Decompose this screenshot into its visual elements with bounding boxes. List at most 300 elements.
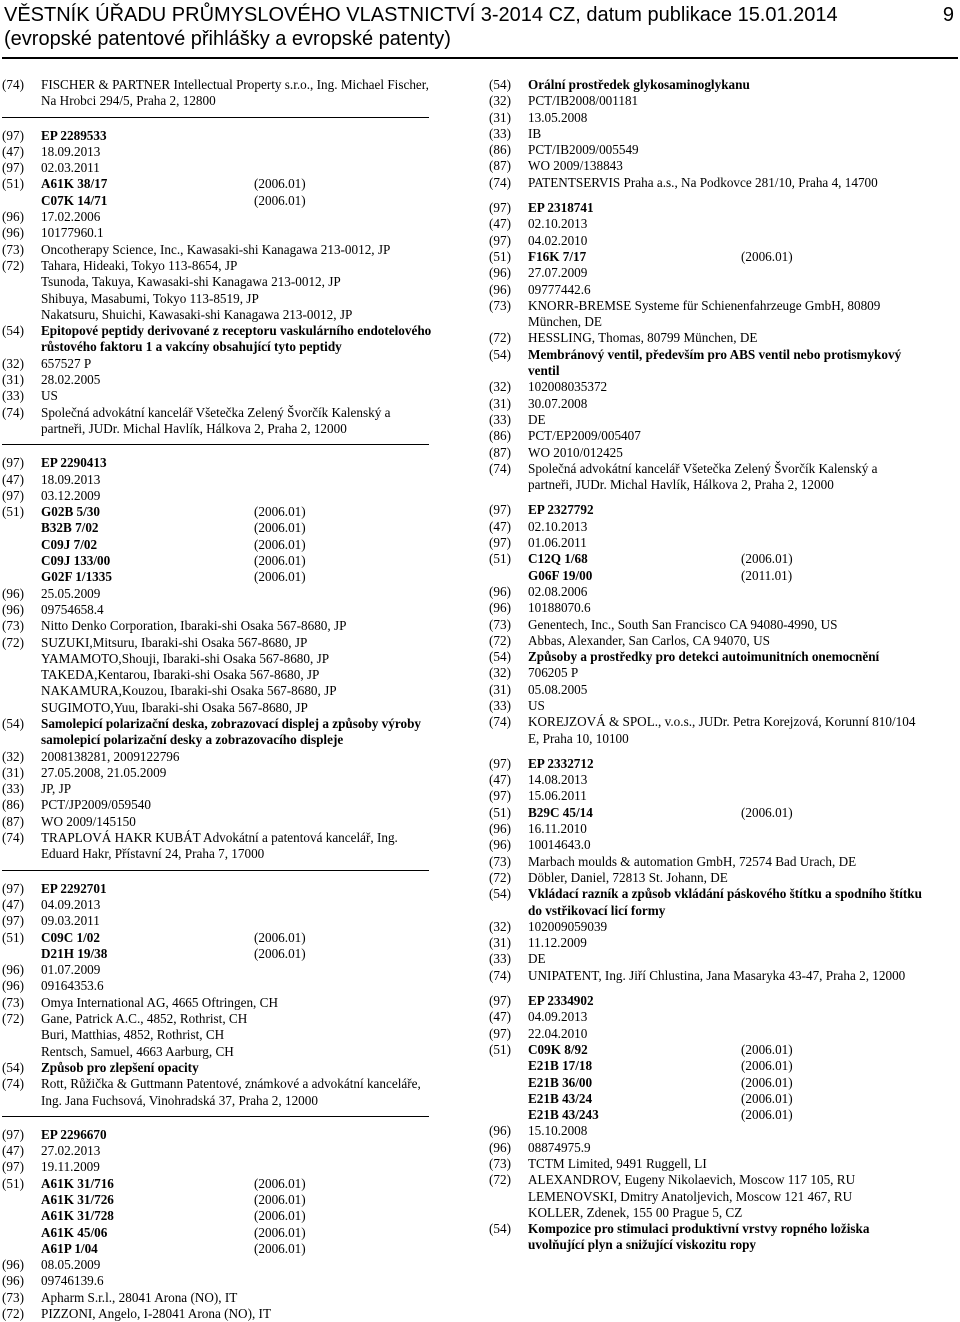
inid-code: (96) bbox=[489, 600, 511, 616]
text-line: KNORR-BREMSE Systeme für Schienenfahrzeuge GmbH, 80809 bbox=[528, 297, 881, 313]
patent-title bbox=[528, 886, 955, 919]
field-row bbox=[2, 144, 467, 160]
inid-code: (32) bbox=[2, 748, 24, 764]
ipc-version: (2006.01) bbox=[741, 551, 793, 567]
field-row bbox=[2, 995, 467, 1011]
inid-code: (72) bbox=[2, 257, 24, 273]
inid-code: (96) bbox=[489, 281, 511, 297]
inid-code: (97) bbox=[489, 502, 511, 518]
text-line: KOLLER, Zdenek, 155 00 Prague 5, CZ bbox=[528, 1204, 743, 1220]
inid-code: (51) bbox=[489, 248, 511, 264]
field-row bbox=[489, 1221, 955, 1254]
field-value: 28.02.2005 bbox=[41, 372, 101, 388]
field-row bbox=[489, 1156, 955, 1172]
patent-number: EP 2290413 bbox=[41, 455, 107, 471]
field-value: 09754658.4 bbox=[41, 601, 104, 617]
inid-code: (51) bbox=[489, 551, 511, 567]
field-value: Genentech, Inc., South San Francisco CA 94080-4990, US bbox=[528, 616, 838, 632]
field-value bbox=[528, 461, 955, 494]
text-line: partneři, JUDr. Michal Havlík, Hálkova 2, Praha 2, 12000 bbox=[41, 420, 347, 436]
patent-title bbox=[41, 716, 467, 749]
field-row bbox=[2, 372, 467, 388]
text-line: Společná advokátní kancelář Všetečka Zelený Švorčík Kalenský a bbox=[528, 460, 878, 476]
field-row bbox=[489, 756, 955, 772]
inid-code: (97) bbox=[489, 1025, 511, 1041]
ipc-class: F16K 7/17 bbox=[528, 248, 587, 264]
ipc-class: C09C 1/02 bbox=[41, 929, 100, 945]
ipc-class: E21B 36/00 bbox=[528, 1074, 593, 1090]
field-row bbox=[2, 569, 467, 585]
page-number: 9 bbox=[942, 4, 954, 26]
patent-title bbox=[528, 347, 955, 380]
field-row bbox=[489, 379, 955, 395]
inid-code: (47) bbox=[489, 216, 511, 232]
field-value: 10014643.0 bbox=[528, 837, 591, 853]
text-line: Na Hrobci 294/5, Praha 2, 12800 bbox=[41, 93, 216, 109]
field-row bbox=[2, 1225, 467, 1241]
inid-code: (96) bbox=[489, 837, 511, 853]
field-row bbox=[2, 1011, 467, 1060]
ipc-version: (2006.01) bbox=[741, 1074, 793, 1090]
patent-entry bbox=[489, 993, 955, 1254]
field-value: TCTM Limited, 9491 Ruggell, LI bbox=[528, 1156, 707, 1171]
field-value bbox=[41, 176, 467, 192]
field-value bbox=[528, 551, 955, 567]
inid-code: (47) bbox=[489, 772, 511, 788]
inid-code: (54) bbox=[489, 649, 511, 665]
field-row bbox=[2, 405, 467, 438]
field-value: HESSLING, Thomas, 80799 München, DE bbox=[528, 330, 758, 346]
field-value: Apharm S.r.l., 28041 Arona (NO), IT bbox=[41, 1289, 238, 1305]
field-row bbox=[489, 968, 955, 984]
text-line: TAKEDA,Kentarou, Ibaraki-shi Osaka 567-8680, JP bbox=[41, 667, 320, 683]
field-value: 22.04.2010 bbox=[528, 1025, 588, 1041]
inid-code: (54) bbox=[489, 1221, 511, 1237]
text-line: ALEXANDROV, Eugeny Nikolaevich, Moscow 117 105, RU bbox=[528, 1172, 856, 1188]
field-row bbox=[489, 1026, 955, 1042]
field-row bbox=[489, 519, 955, 535]
inid-code: (74) bbox=[489, 967, 511, 983]
field-value bbox=[41, 77, 467, 110]
field-value bbox=[528, 568, 955, 584]
field-row bbox=[489, 1123, 955, 1139]
inid-code: (74) bbox=[489, 460, 511, 476]
inid-code: (72) bbox=[2, 1306, 24, 1322]
field-row bbox=[489, 77, 955, 93]
field-value: 10177960.1 bbox=[41, 225, 104, 241]
ipc-version: (2006.01) bbox=[741, 1041, 793, 1057]
patent-entry bbox=[2, 881, 467, 1109]
field-value: US bbox=[41, 388, 58, 404]
inid-code: (33) bbox=[489, 697, 511, 713]
inid-code: (97) bbox=[489, 200, 511, 216]
ipc-version: (2006.01) bbox=[254, 1240, 306, 1256]
field-value: DE bbox=[528, 951, 546, 967]
patent-title: Způsoby a prostředky pro detekci autoimunitních onemocnění bbox=[528, 649, 880, 665]
field-value bbox=[41, 258, 467, 323]
field-row bbox=[2, 388, 467, 404]
entry-separator bbox=[2, 117, 429, 118]
inid-code: (97) bbox=[489, 232, 511, 248]
text-line: Shibuya, Masabumi, Tokyo 113-8519, JP bbox=[41, 290, 259, 306]
inid-code: (96) bbox=[2, 209, 24, 225]
inid-code: (74) bbox=[2, 404, 24, 420]
inid-code: (97) bbox=[489, 788, 511, 804]
ipc-class: C09J 7/02 bbox=[41, 536, 98, 552]
field-row bbox=[489, 330, 955, 346]
inid-code: (87) bbox=[489, 158, 511, 174]
inid-code: (32) bbox=[489, 93, 511, 109]
inid-code: (33) bbox=[489, 411, 511, 427]
field-row bbox=[489, 1107, 955, 1123]
text-line: partneři, JUDr. Michal Havlík, Hálkova 2, Praha 2, 12000 bbox=[528, 477, 834, 493]
field-value: PCT/JP2009/059540 bbox=[41, 797, 151, 813]
inid-code: (72) bbox=[489, 330, 511, 346]
inid-code: (97) bbox=[2, 127, 24, 143]
ipc-version: (2006.01) bbox=[254, 520, 306, 536]
field-value bbox=[41, 946, 467, 962]
field-row bbox=[489, 1091, 955, 1107]
inid-code: (47) bbox=[489, 1009, 511, 1025]
field-row bbox=[2, 1273, 467, 1289]
inid-code: (47) bbox=[489, 518, 511, 534]
ipc-version: (2006.01) bbox=[741, 1107, 793, 1123]
field-value: PCT/EP2009/005407 bbox=[528, 428, 641, 444]
field-row bbox=[489, 649, 955, 665]
field-row bbox=[489, 993, 955, 1009]
field-value: WO 2009/145150 bbox=[41, 813, 136, 829]
text-line: Rentsch, Samuel, 4663 Aarburg, CH bbox=[41, 1043, 234, 1059]
text-line: LEMENOVSKI, Dmitry Anatoljevich, Moscow 121 467, RU bbox=[528, 1188, 853, 1204]
field-value: PCT/IB2009/005549 bbox=[528, 142, 639, 158]
ipc-version: (2006.01) bbox=[254, 176, 306, 192]
ipc-version: (2006.01) bbox=[254, 504, 306, 520]
patent-number: EP 2327792 bbox=[528, 502, 594, 518]
ipc-version: (2006.01) bbox=[254, 553, 306, 569]
field-row bbox=[489, 216, 955, 232]
field-value: PIZZONI, Angelo, I-28041 Arona (NO), IT bbox=[41, 1306, 272, 1322]
inid-code: (32) bbox=[489, 379, 511, 395]
text-line: růstového faktoru 1 a vakcíny obsahující tyto peptidy bbox=[41, 339, 342, 355]
inid-code: (31) bbox=[2, 372, 24, 388]
field-row bbox=[489, 93, 955, 109]
field-row bbox=[2, 602, 467, 618]
text-line: Tsunoda, Takuya, Kawasaki-shi Kanagawa 213-0012, JP bbox=[41, 274, 341, 290]
field-row bbox=[489, 200, 955, 216]
field-row bbox=[2, 356, 467, 372]
field-value bbox=[41, 1225, 467, 1241]
field-row bbox=[489, 396, 955, 412]
field-value bbox=[41, 193, 467, 209]
field-value: Döbler, Daniel, 72813 St. Johann, DE bbox=[528, 869, 728, 885]
inid-code: (97) bbox=[489, 993, 511, 1009]
inid-code: (96) bbox=[2, 978, 24, 994]
field-row bbox=[2, 176, 467, 192]
field-value: 05.08.2005 bbox=[528, 681, 588, 697]
inid-code: (33) bbox=[489, 951, 511, 967]
field-row bbox=[2, 1076, 467, 1109]
field-row bbox=[489, 772, 955, 788]
field-row bbox=[2, 209, 467, 225]
inid-code: (96) bbox=[2, 1257, 24, 1273]
field-row bbox=[489, 158, 955, 174]
inid-code: (73) bbox=[489, 1156, 511, 1171]
inid-code: (97) bbox=[2, 913, 24, 929]
ipc-class: A61K 31/728 bbox=[41, 1208, 114, 1224]
field-value: PATENTSERVIS Praha a.s., Na Podkovce 281/10, Praha 4, 14700 bbox=[528, 174, 878, 190]
ipc-version: (2006.01) bbox=[254, 945, 306, 961]
field-row bbox=[2, 881, 467, 897]
field-value bbox=[41, 405, 467, 438]
field-value: 01.06.2011 bbox=[528, 535, 587, 551]
inid-code: (54) bbox=[489, 886, 511, 902]
field-row bbox=[2, 765, 467, 781]
inid-code: (96) bbox=[2, 962, 24, 978]
ipc-class: D21H 19/38 bbox=[41, 945, 108, 961]
ipc-version: (2006.01) bbox=[254, 192, 306, 208]
text-line: Gane, Patrick A.C., 4852, Rothrist, CH bbox=[41, 1011, 248, 1027]
field-value: 25.05.2009 bbox=[41, 585, 101, 601]
ipc-version: (2006.01) bbox=[741, 1058, 793, 1074]
field-row bbox=[489, 1042, 955, 1058]
inid-code: (97) bbox=[2, 455, 24, 471]
field-row bbox=[2, 1143, 467, 1159]
ipc-version: (2006.01) bbox=[254, 1192, 306, 1207]
inid-code: (74) bbox=[489, 714, 511, 730]
field-row bbox=[2, 913, 467, 929]
left-column bbox=[2, 77, 467, 1322]
patent-number: EP 2332712 bbox=[528, 755, 594, 771]
inid-code: (51) bbox=[489, 1041, 511, 1057]
field-row bbox=[489, 461, 955, 494]
field-value bbox=[41, 504, 467, 520]
field-row bbox=[2, 1290, 467, 1306]
ipc-version: (2006.01) bbox=[254, 1224, 306, 1240]
inid-code: (97) bbox=[2, 487, 24, 503]
text-line: FISCHER & PARTNER Intellectual Property s.r.o., Ing. Michael Fischer, bbox=[41, 77, 429, 92]
text-line: Samolepicí polarizační deska, zobrazovací displej a způsoby výroby bbox=[41, 715, 422, 731]
field-row bbox=[2, 635, 467, 716]
patent-title: Způsob pro zlepšení opacity bbox=[41, 1059, 199, 1075]
ipc-class: C07K 14/71 bbox=[41, 192, 108, 208]
field-row bbox=[489, 1058, 955, 1074]
field-row bbox=[489, 600, 955, 616]
field-row bbox=[489, 788, 955, 804]
patent-number: EP 2318741 bbox=[528, 200, 594, 216]
ipc-class: A61K 31/726 bbox=[41, 1192, 114, 1207]
inid-code: (97) bbox=[489, 535, 511, 551]
field-row bbox=[489, 714, 955, 747]
text-line: Kompozice pro stimulaci produktivní vrstvy ropného ložiska bbox=[528, 1221, 870, 1237]
ipc-version: (2006.01) bbox=[254, 1175, 306, 1191]
inid-code: (33) bbox=[2, 781, 24, 797]
field-row bbox=[489, 428, 955, 444]
field-value bbox=[528, 1172, 955, 1221]
field-row bbox=[2, 193, 467, 209]
field-row bbox=[2, 1208, 467, 1224]
field-value bbox=[528, 1075, 955, 1091]
inid-code: (31) bbox=[489, 109, 511, 125]
ipc-class: G06F 19/00 bbox=[528, 567, 593, 583]
inid-code: (73) bbox=[489, 297, 511, 313]
field-row bbox=[2, 716, 467, 749]
field-value: 02.08.2006 bbox=[528, 583, 588, 599]
ipc-class: B29C 45/14 bbox=[528, 804, 593, 820]
inid-code: (74) bbox=[2, 1076, 24, 1092]
inid-code: (51) bbox=[2, 504, 24, 520]
inid-code: (97) bbox=[2, 160, 24, 176]
patent-title bbox=[41, 323, 467, 356]
patent-number: EP 2292701 bbox=[41, 880, 107, 896]
inid-code: (54) bbox=[2, 715, 24, 731]
field-value bbox=[41, 1208, 467, 1224]
field-value bbox=[41, 1241, 467, 1257]
field-row bbox=[489, 698, 955, 714]
ipc-version: (2006.01) bbox=[254, 1208, 306, 1224]
field-value: 08.05.2009 bbox=[41, 1257, 101, 1273]
inid-code: (96) bbox=[2, 225, 24, 241]
inid-code: (51) bbox=[489, 804, 511, 820]
field-value: WO 2009/138843 bbox=[528, 158, 623, 174]
inid-code: (73) bbox=[2, 1289, 24, 1305]
ipc-version: (2006.01) bbox=[741, 1090, 793, 1106]
text-line: München, DE bbox=[528, 314, 602, 330]
inid-code: (31) bbox=[489, 681, 511, 697]
field-value: Nitto Denko Corporation, Ibaraki-shi Osaka 567-8680, JP bbox=[41, 618, 347, 634]
inid-code: (54) bbox=[2, 1059, 24, 1075]
field-row bbox=[2, 946, 467, 962]
field-row bbox=[2, 962, 467, 978]
field-row bbox=[2, 537, 467, 553]
field-value: 09777442.6 bbox=[528, 281, 591, 297]
ipc-class: A61P 1/04 bbox=[41, 1240, 98, 1256]
field-value bbox=[41, 1176, 467, 1192]
field-value bbox=[528, 805, 955, 821]
patent-entry bbox=[2, 455, 467, 862]
field-row bbox=[489, 837, 955, 853]
field-row bbox=[489, 347, 955, 380]
text-line: Eduard Hakr, Přístavní 24, Praha 7, 17000 bbox=[41, 846, 265, 862]
field-row bbox=[489, 126, 955, 142]
ipc-version: (2006.01) bbox=[254, 929, 306, 945]
text-line: Nakatsuru, Shuichi, Kawasaki-shi Kanagawa 213-0012, JP bbox=[41, 306, 353, 322]
field-value: 04.02.2010 bbox=[528, 232, 588, 248]
ipc-class: C12Q 1/68 bbox=[528, 551, 588, 567]
inid-code: (96) bbox=[2, 1273, 24, 1289]
text-line: Rott, Růžička & Guttmann Patentové, známkové a advokátní kanceláře, bbox=[41, 1076, 421, 1092]
field-row bbox=[489, 854, 955, 870]
patent-entry bbox=[2, 77, 467, 110]
field-row bbox=[2, 472, 467, 488]
inid-code: (47) bbox=[2, 1143, 24, 1159]
field-row bbox=[489, 633, 955, 649]
field-row bbox=[489, 412, 955, 428]
field-row bbox=[2, 488, 467, 504]
inid-code: (96) bbox=[489, 1139, 511, 1155]
field-value bbox=[528, 1042, 955, 1058]
inid-code: (32) bbox=[2, 355, 24, 371]
field-value: 02.03.2011 bbox=[41, 160, 100, 176]
inid-code: (73) bbox=[2, 241, 24, 257]
inid-code: (31) bbox=[2, 764, 24, 780]
field-row bbox=[489, 617, 955, 633]
ipc-version: (2006.01) bbox=[741, 248, 793, 264]
field-row bbox=[2, 830, 467, 863]
field-value: 30.07.2008 bbox=[528, 395, 588, 411]
field-row bbox=[489, 584, 955, 600]
field-value: Omya International AG, 4665 Oftringen, CH bbox=[41, 994, 278, 1010]
patent-title: Orální prostředek glykosaminoglykanu bbox=[528, 77, 750, 92]
inid-code: (96) bbox=[489, 821, 511, 837]
field-value: 19.11.2009 bbox=[41, 1159, 100, 1175]
field-74 bbox=[2, 77, 467, 110]
ipc-class: A61K 38/17 bbox=[41, 176, 108, 192]
field-row bbox=[489, 445, 955, 461]
inid-code: (96) bbox=[489, 583, 511, 599]
inid-code: (97) bbox=[489, 755, 511, 771]
field-value: 14.08.2013 bbox=[528, 772, 588, 788]
text-line: SUZUKI,Mitsuru, Ibaraki-shi Osaka 567-8680, JP bbox=[41, 634, 308, 650]
entry-separator bbox=[2, 1116, 429, 1117]
field-row bbox=[489, 110, 955, 126]
field-value bbox=[41, 537, 467, 553]
field-value: DE bbox=[528, 411, 546, 427]
field-value: 27.05.2008, 21.05.2009 bbox=[41, 764, 167, 780]
field-row bbox=[2, 455, 467, 471]
field-value: 09164353.6 bbox=[41, 978, 104, 994]
field-row bbox=[489, 535, 955, 551]
inid-code: (73) bbox=[2, 994, 24, 1010]
patent-entry bbox=[489, 756, 955, 984]
field-row bbox=[489, 175, 955, 191]
inid-code: (54) bbox=[489, 346, 511, 362]
ipc-class: C09J 133/00 bbox=[41, 553, 111, 569]
patent-entry bbox=[2, 128, 467, 438]
inid-code: (74) bbox=[2, 77, 24, 92]
field-value: UNIPATENT, Ing. Jiří Chlustina, Jana Masaryka 43-47, Praha 2, 12000 bbox=[528, 967, 906, 983]
field-row bbox=[2, 1159, 467, 1175]
field-value: 17.02.2006 bbox=[41, 209, 101, 225]
field-value bbox=[41, 520, 467, 536]
field-row bbox=[2, 1241, 467, 1257]
field-value bbox=[528, 1058, 955, 1074]
inid-code: (86) bbox=[2, 797, 24, 813]
field-row bbox=[2, 258, 467, 323]
ipc-version: (2011.01) bbox=[741, 567, 793, 583]
journal-subtitle: (evropské patentové přihlášky a evropské patenty) bbox=[4, 28, 451, 50]
patent-entry bbox=[489, 200, 955, 493]
field-value bbox=[41, 553, 467, 569]
field-row bbox=[2, 1192, 467, 1208]
ipc-class: C09K 8/92 bbox=[528, 1041, 588, 1057]
inid-code: (51) bbox=[2, 929, 24, 945]
field-row bbox=[2, 323, 467, 356]
field-row bbox=[2, 128, 467, 144]
field-row bbox=[489, 682, 955, 698]
field-value: 01.07.2009 bbox=[41, 962, 101, 978]
field-value: WO 2010/012425 bbox=[528, 444, 623, 460]
field-value: 03.12.2009 bbox=[41, 487, 101, 503]
inid-code: (73) bbox=[489, 616, 511, 632]
field-value bbox=[528, 1091, 955, 1107]
inid-code: (86) bbox=[489, 428, 511, 444]
inid-code: (96) bbox=[489, 1123, 511, 1139]
field-value bbox=[41, 569, 467, 585]
field-value: 706205 P bbox=[528, 665, 579, 681]
field-value: IB bbox=[528, 125, 542, 141]
inid-code: (72) bbox=[2, 1011, 24, 1027]
field-value: 04.09.2013 bbox=[528, 1009, 588, 1025]
